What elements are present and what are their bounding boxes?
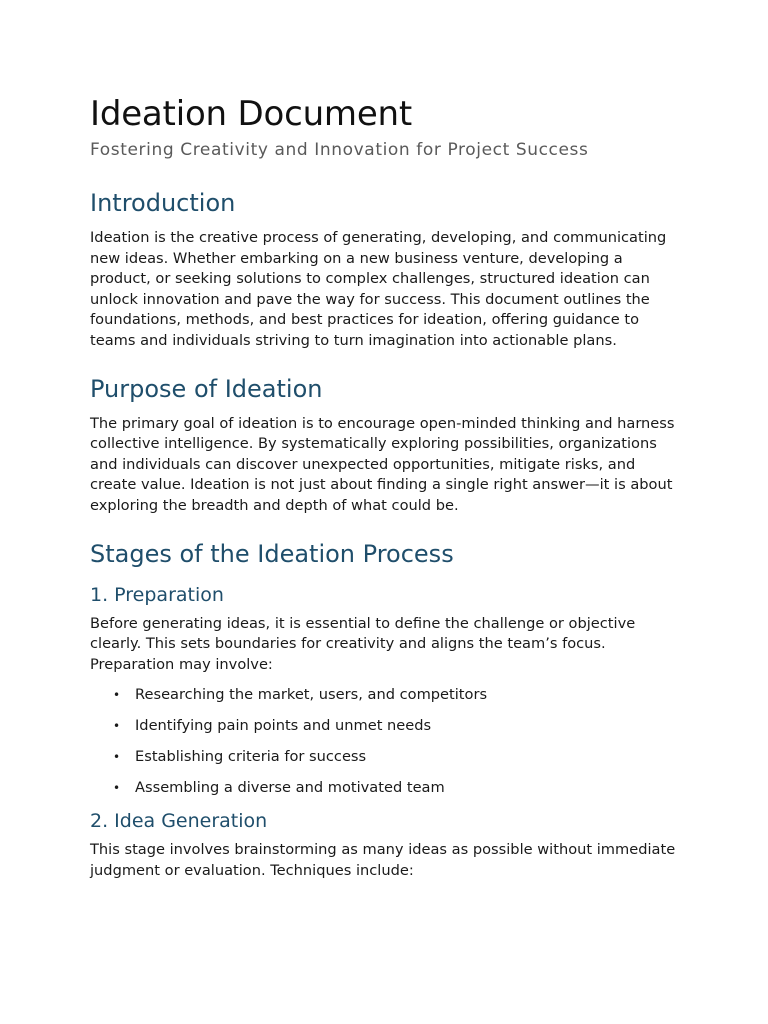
document-subtitle: Fostering Creativity and Innovation for Project Success — [90, 140, 589, 160]
bullet-icon: • — [113, 719, 121, 734]
purpose-heading: Purpose of Ideation — [90, 374, 323, 403]
bullet-icon: • — [113, 781, 121, 796]
list-item — [113, 716, 678, 737]
list-item — [113, 685, 678, 706]
bullet-icon: • — [113, 750, 121, 765]
introduction-heading: Introduction — [90, 189, 236, 217]
idea-generation-paragraph: This stage involves brainstorming as many ideas as possible without immediate judgment or evaluation. Techniques include: — [90, 841, 676, 879]
list-item — [113, 778, 678, 799]
list-item-text: Establishing criteria for success — [135, 748, 367, 766]
purpose-paragraph: The primary goal of ideation is to encourage open-minded thinking and harness collective intelligence. By systematically exploring possibilities, organizations and individuals can discover unexpected opportunities, mitigate risks, and create value. Ideation is not just about finding a single right answer—it is about exploring the breadth and depth of what could be. — [90, 414, 675, 514]
preparation-heading: 1. Preparation — [90, 583, 224, 606]
document-title: Ideation Document — [90, 94, 413, 134]
stages-heading: Stages of the Ideation Process — [90, 539, 454, 568]
idea-generation-heading: 2. Idea Generation — [90, 810, 268, 833]
preparation-paragraph: Before generating ideas, it is essential to define the challenge or objective clearly. This sets boundaries for creativity and aligns the team’s focus. Preparation may involve: — [90, 614, 636, 673]
list-item-text: Assembling a diverse and motivated team — [135, 779, 445, 797]
bullet-icon: • — [113, 688, 121, 703]
introduction-paragraph: Ideation is the creative process of generating, developing, and communicating new ideas. Whether embarking on a new business venture, developing a product, or seeking solutions to complex challenges, structured ideation can unlock innovation and pave the way for success. This document outlines the foundations, methods, and best practices for ideation, offering guidance to teams and individuals striving to turn imagination into actionable plans. — [90, 229, 667, 349]
list-item — [113, 747, 678, 768]
preparation-list — [90, 685, 678, 799]
list-item-text: Researching the market, users, and competitors — [135, 686, 488, 704]
list-item-text: Identifying pain points and unmet needs — [135, 717, 432, 735]
